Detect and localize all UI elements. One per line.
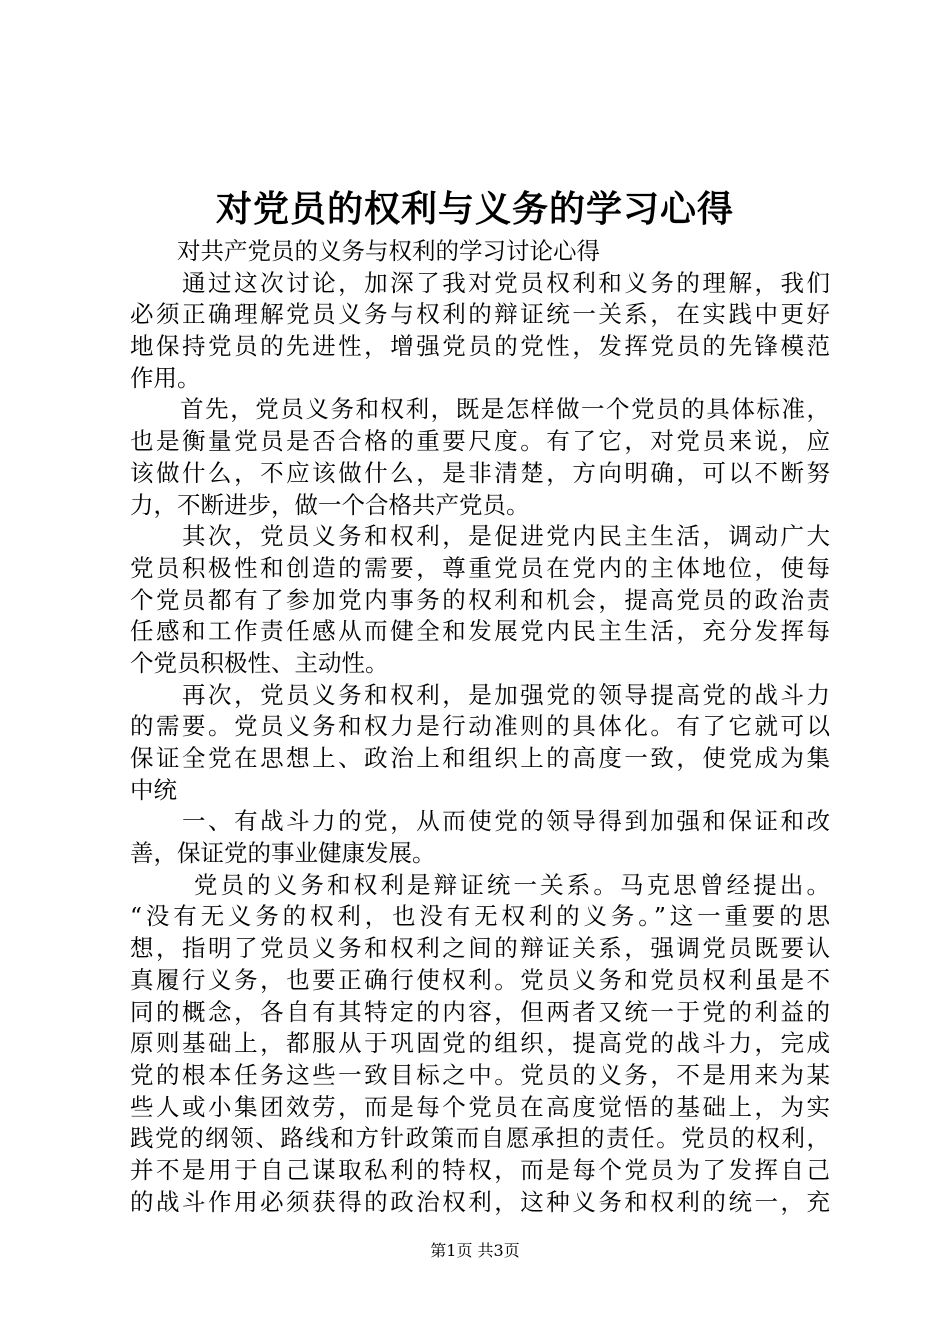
text-line: 善，保证党的事业健康发展。: [130, 839, 436, 868]
text-line: 作用。: [130, 363, 201, 392]
text-line: 该做什么，不应该做什么，是非清楚，方向明确，可以不断努: [130, 458, 830, 487]
text-line: 通过这次讨论，加深了我对党员权利和义务的理解，我们: [130, 268, 830, 297]
text-line: 其次，党员义务和权利，是促进党内民主生活，调动广大: [130, 522, 830, 551]
text-line: 原则基础上，都服从于巩固党的组织，提高党的战斗力，完成: [130, 1029, 830, 1058]
text-line: 些人或小集团效劳，而是每个党员在高度觉悟的基础上，为实: [130, 1092, 830, 1121]
text-line: “没有无义务的权利，也没有无权利的义务。”这一重要的思: [130, 902, 830, 931]
text-line: 对共产党员的义务与权利的学习讨论心得: [130, 237, 600, 265]
text-line: 一、有战斗力的党，从而使党的领导得到加强和保证和改: [130, 807, 830, 836]
text-line: 个党员积极性、主动性。: [130, 648, 389, 677]
text-line: 首先，党员义务和权利，既是怎样做一个党员的具体标准，: [130, 395, 830, 424]
text-line: 中统: [130, 775, 177, 804]
text-line: 力，不断进步，做一个合格共产党员。: [130, 490, 530, 519]
document-body: [130, 236, 830, 1218]
text-line: 再次，党员义务和权利，是加强党的领导提高党的战斗力: [130, 680, 830, 709]
text-line: 个党员都有了参加党内事务的权利和机会，提高党员的政治责: [130, 585, 830, 614]
text-line: 必须正确理解党员义务与权利的辩证统一关系，在实践中更好: [130, 300, 830, 329]
text-line: 任感和工作责任感从而健全和发展党内民主生活，充分发挥每: [130, 617, 830, 646]
text-line: 保证全党在思想上、政治上和组织上的高度一致，使党成为集: [130, 744, 830, 772]
text-line: 地保持党员的先进性，增强党员的党性，发挥党员的先锋模范: [130, 332, 830, 361]
text-line: 践党的纲领、路线和方针政策而自愿承担的责任。党员的权利，: [130, 1124, 830, 1153]
text-line: 同的概念，各自有其特定的内容，但两者又统一于党的利益的: [130, 997, 830, 1026]
document-title: 对党员的权利与义务的学习心得: [215, 188, 734, 230]
text-line: 党员积极性和创造的需要，尊重党员在党内的主体地位，使每: [130, 553, 830, 582]
text-line: 真履行义务，也要正确行使权利。党员义务和党员权利虽是不: [130, 965, 830, 994]
page-footer: 第1页 共3页: [430, 1241, 520, 1260]
text-line: 党员的义务和权利是辩证统一关系。马克思曾经提出。: [130, 870, 830, 899]
text-line: 的需要。党员义务和权力是行动准则的具体化。有了它就可以: [130, 712, 830, 741]
text-line: 的战斗作用必须获得的政治权利，这种义务和权利的统一，充: [130, 1187, 830, 1216]
text-line: 想，指明了党员义务和权利之间的辩证关系，强调党员既要认: [130, 934, 830, 963]
text-line: 也是衡量党员是否合格的重要尺度。有了它，对党员来说，应: [130, 427, 830, 456]
text-line: 党的根本任务这些一致目标之中。党员的义务，不是用来为某: [130, 1060, 830, 1089]
text-line: 并不是用于自己谋取私利的特权，而是每个党员为了发挥自己: [130, 1155, 830, 1184]
